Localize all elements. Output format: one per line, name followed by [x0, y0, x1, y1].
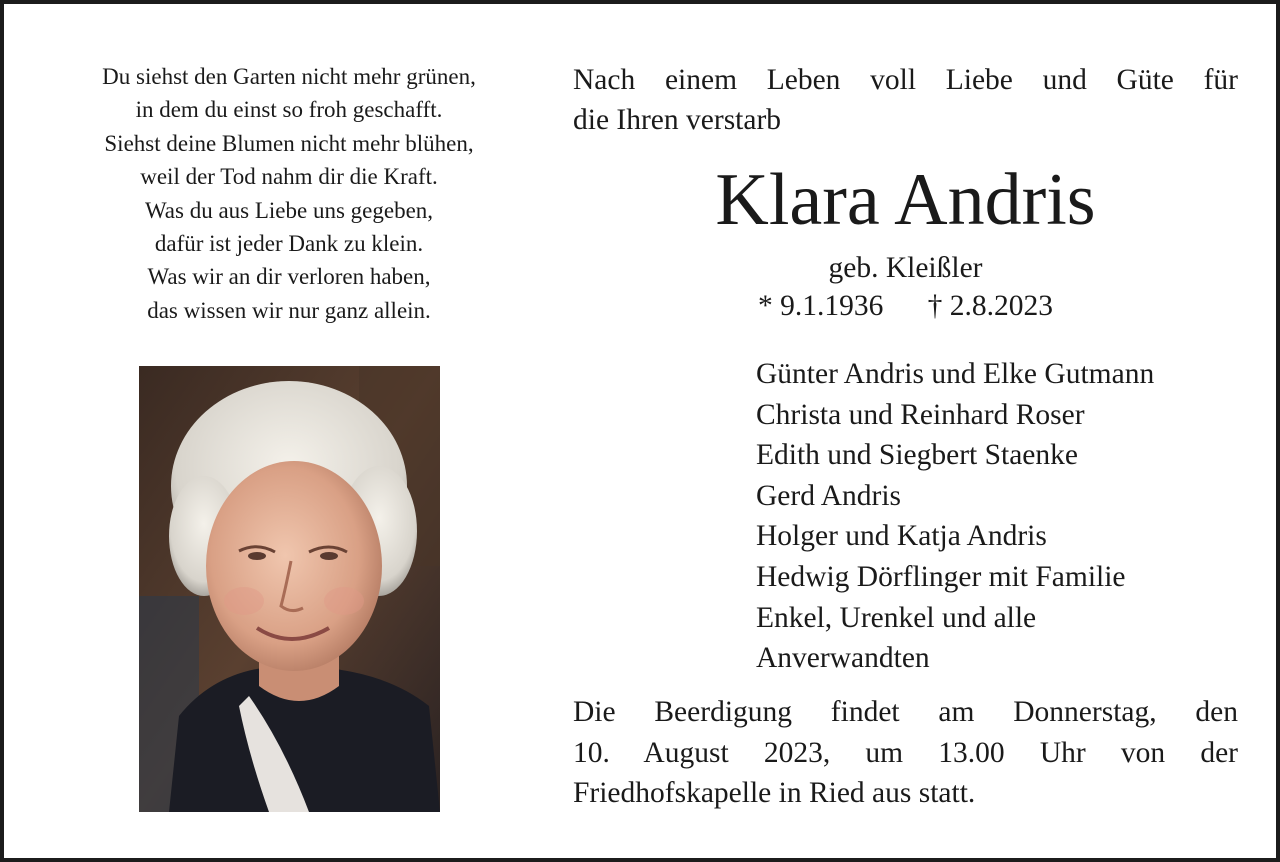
family-member: Enkel, Urenkel und alle [756, 601, 1037, 634]
family-member: Christa und Reinhard Roser [756, 398, 1085, 431]
family-member: Gerd Andris [756, 479, 902, 512]
life-dates [573, 288, 1238, 324]
poem-line: dafür ist jeder Dank zu klein. [154, 231, 424, 257]
family-member: Hedwig Dörflinger mit Familie [756, 560, 1126, 593]
poem-line: Siehst deine Blumen nicht mehr blühen, [104, 130, 474, 156]
funeral-line: 10. August 2023, um 13.00 Uhr von der [573, 736, 1238, 769]
maiden-name: geb. Kleißler [828, 252, 983, 284]
intro-line: die Ihren verstarb [573, 104, 782, 136]
funeral-line: Die Beerdigung findet am Donnerstag, den [573, 696, 1238, 728]
funeral-line: Friedhofskapelle in Ried aus statt. [573, 777, 976, 809]
poem-line: Was wir an dir verloren haben, [147, 264, 431, 290]
deceased-name: Klara Andris [715, 159, 1096, 241]
family-member: Anverwandten [756, 642, 930, 675]
birth-date: * 9.1.1936 [758, 290, 884, 322]
family-member: Günter Andris und Elke Gutmann [756, 358, 1155, 390]
portrait-photo [139, 366, 440, 812]
poem-line: Du siehst den Garten nicht mehr grünen, [102, 64, 476, 89]
poem-line: in dem du einst so froh geschafft. [135, 97, 443, 123]
funeral-notice [573, 692, 1238, 814]
memorial-poem [34, 60, 544, 327]
death-date: † 2.8.2023 [927, 290, 1053, 322]
family-list [756, 354, 1256, 679]
poem-line: das wissen wir nur ganz allein. [147, 297, 431, 323]
poem-line: Was du aus Liebe uns gegeben, [144, 197, 434, 223]
intro-line: Nach einem Leben voll Liebe und Güte für [573, 64, 1238, 96]
intro-text [573, 60, 1238, 140]
poem-line: weil der Tod nahm dir die Kraft. [140, 164, 438, 190]
family-member: Edith und Siegbert Staenke [756, 439, 1078, 472]
family-member: Holger und Katja Andris [756, 520, 1047, 553]
